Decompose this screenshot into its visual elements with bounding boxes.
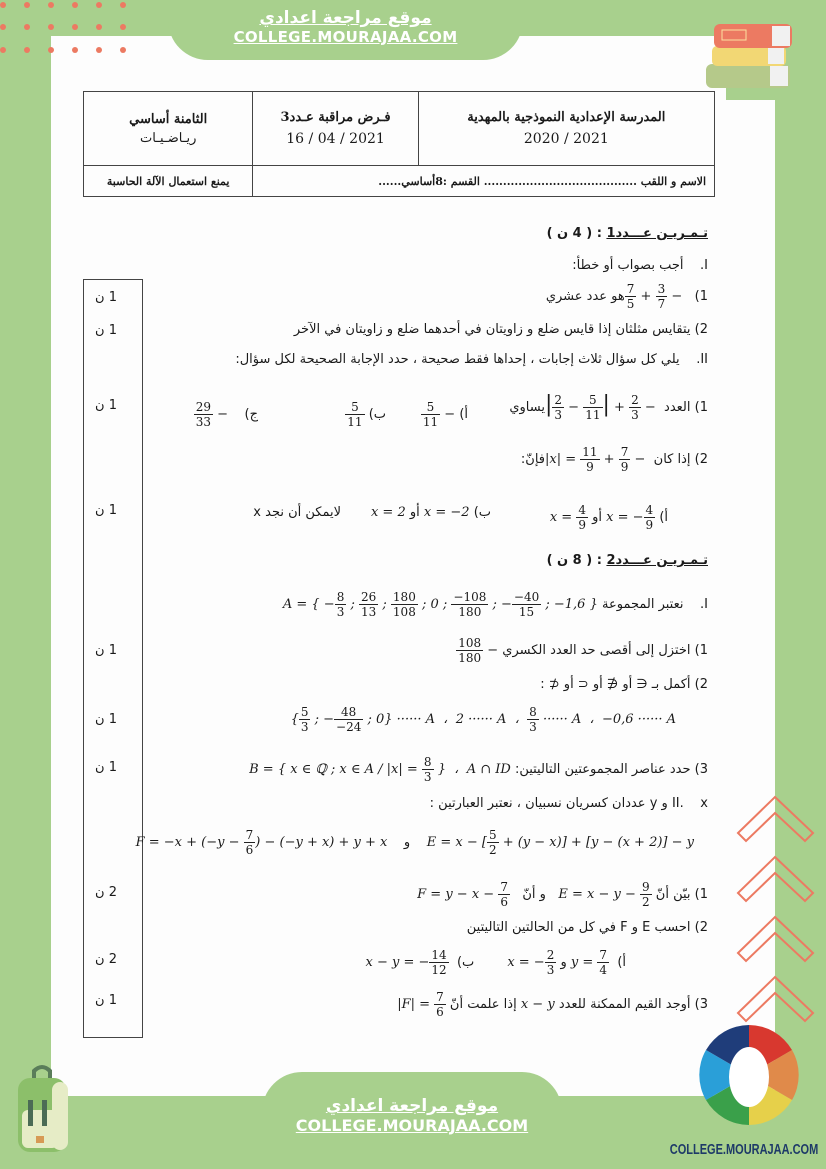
- score-ex1-II-q2: 1 ن: [95, 503, 117, 518]
- site-banner-bottom[interactable]: [262, 1072, 562, 1169]
- banner-title-ar: موقع مراجعة اعدادي: [325, 1096, 499, 1116]
- exercise-2-points: : ( 8 ن ): [546, 553, 602, 568]
- student-name-field[interactable]: الاسم و اللقب ........................................ القسم :8أساسي......: [253, 166, 715, 197]
- exam-title: فـرض مراقبة عـدد3: [280, 110, 391, 125]
- banner-url[interactable]: COLLEGE.MOURAJAA.COM: [233, 28, 458, 46]
- school-name: المدرسة الإعدادية النموذجية بالمهدية: [467, 110, 666, 125]
- ex2-II-q1: 1) بيّن أنّ E = x − y − $\frac{9}{2}$ و أنّ F = y − x − $\frac{7}{6}$: [417, 880, 708, 909]
- ex1-II-q2: 2) إذا كان |x| = $\frac{11}{9}$ + $\frac{7}{9}$ − فإنّ:: [520, 445, 708, 474]
- ex1-part2-instruction: II. يلي كل سؤال ثلاث إجابات ، إحداها فقط صحيحة ، حدد الإجابة الصحيحة لكل سؤال:: [235, 352, 708, 367]
- score-ex2-I-q3: 1 ن: [95, 760, 117, 775]
- banner-url[interactable]: COLLEGE.MOURAJAA.COM: [295, 1116, 529, 1135]
- logo-caption[interactable]: COLLEGE.MOURAJAA.COM: [669, 1142, 819, 1158]
- score-ex2-I-q2: 1 ن: [95, 712, 117, 727]
- ex2-II-q2: 2) احسب E و F في كل من الحالتين التاليتين: [466, 920, 708, 935]
- ex2-II-q2-cases: أ) x = − $\frac{2}{3}$ و y = $\frac{7}{4}$ ب) x − y = − $\frac{14}{12}$: [365, 948, 626, 977]
- ex2-part2-instruction: II. x و y عددان كسريان نسبيان ، نعتبر العبارتين :: [429, 796, 708, 811]
- ex2-I-q1: 1) اختزل إلى أقصى حد العدد الكسري $\frac{108}{180}$ −: [458, 636, 708, 665]
- ex1-II-q1-choice-c[interactable]: ج) $\frac{29}{33}$ −: [195, 400, 258, 429]
- ex1-II-q2-choice-b[interactable]: ب) x = 2 أو x = −2: [370, 505, 491, 520]
- exam-date: 2021 / 04 / 16: [286, 131, 385, 147]
- banner-title-ar: موقع مراجعة اعدادي: [259, 8, 432, 28]
- ex1-I-q1: 1) $\frac{7}{5}$ + $\frac{3}{7}$ − هو عدد عشري: [545, 282, 708, 311]
- subject: ريـاضـيـات: [139, 130, 197, 146]
- subjects-wheel-logo: [697, 1023, 801, 1127]
- score-ex1-I-q1: 1 ن: [95, 290, 117, 305]
- backpack-icon: [12, 1060, 72, 1160]
- chevron-up-decorations: [733, 793, 823, 1043]
- ex2-I-q3: 3) حدد عناصر المجموعتين التاليتين: B = { x ∈ ℚ ; x ∈ A / |x| = $\frac{8}{3}$ } ، A ∩ ID: [249, 755, 708, 784]
- score-ex2-II-q2: 2 ن: [95, 952, 117, 967]
- ex1-I-q1-expression: $\frac{7}{5}$ + $\frac{3}{7}$ −: [626, 282, 687, 311]
- ex2-I-q2-items: { $\frac{5}{3}$ ; − $\frac{48}{-24}$ ; 0} ······ A ، 2 ······ A ، $\frac{8}{3}$ ······ A ، −0,6 ······ A: [290, 705, 676, 734]
- calculator-note: يمنع استعمال الآلة الحاسبة: [84, 166, 253, 197]
- exercise-1-heading: [547, 226, 708, 241]
- exercise-2-heading: [547, 553, 708, 568]
- ex1-II-q2-expression: |x| = $\frac{11}{9}$ + $\frac{7}{9}$ −: [545, 445, 650, 474]
- school-year: 2021 / 2020: [523, 131, 609, 147]
- ex1-part1-instruction: I. أجب بصواب أو خطأ:: [572, 258, 708, 273]
- score-ex2-I-q1: 1 ن: [95, 643, 117, 658]
- ex1-I-q2: 2) يتقايس مثلثان إذا قايس ضلع و زاويتان في أحدهما ضلع و زاويتان في الآخر: [293, 322, 708, 337]
- ex1-II-q1-expression: | $\frac{2}{3}$ − $\frac{5}{11}$ | + $\frac{2}{3}$ −: [544, 392, 660, 422]
- score-ex1-II-q1: 1 ن: [95, 398, 117, 413]
- ex1-II-q1-choice-b[interactable]: ب) $\frac{5}{11}$: [347, 400, 386, 429]
- ex2-I-q2: 2) أكمل بـ ∈ أو ∉ أو ⊂ أو ⊄ :: [540, 677, 708, 692]
- ex1-II-q1: 1) العدد | $\frac{2}{3}$ − $\frac{5}{11}$ | + $\frac{2}{3}$ − يساوي: [509, 392, 708, 422]
- ex1-II-q2-choice-c[interactable]: لايمكن أن نجد x: [253, 505, 341, 520]
- score-ex2-II-q1: 2 ن: [95, 885, 117, 900]
- level: الثامنة أساسي: [129, 111, 208, 127]
- ex1-II-q2-choice-a[interactable]: أ) x = $\frac{4}{9}$ أو x = − $\frac{4}{9}$: [549, 503, 668, 532]
- ex1-II-q1-choice-a[interactable]: أ) $\frac{5}{11}$ −: [422, 400, 468, 429]
- exercise-1-points: : ( 4 ن ): [546, 226, 602, 241]
- ex2-II-q3: 3) أوجد القيم الممكنة للعدد x − y إذا علمت أنّ |F| = $\frac{7}{6}$: [397, 990, 708, 1019]
- ex2-part1-instruction: I. نعتبر المجموعة A = { − $\frac{8}{3}$ ; $\frac{26}{13}$ ; $\frac{180}{108}$ ; 0 ; $\frac{-108}{180}$ ; − $\frac{-40}{15}$ ; −1,6 }: [282, 590, 708, 619]
- exercise-2-title: تـمـريـن عـــدد2: [606, 553, 708, 568]
- exercise-1-title: تـمـريـن عـــدد1: [606, 226, 708, 241]
- score-ex1-I-q2: 1 ن: [95, 323, 117, 338]
- F-expression: F = −x + (−y − $\frac{7}{6}$ ) − (−y + x) + y + x: [135, 828, 388, 857]
- set-A-expression: A = { − $\frac{8}{3}$ ; $\frac{26}{13}$ ; $\frac{180}{108}$ ; 0 ; $\frac{-108}{180}$ ; − $\frac{-40}{15}$ ; −1,6 }: [282, 590, 598, 619]
- ex2-II-expressions: E = x − [ $\frac{5}{2}$ + (y − x)] + [y − (x + 2)] − y و F = −x + (−y − $\frac{7}{6}$ ) − (−y + x) + y + x: [135, 828, 694, 857]
- E-expression: E = x − [ $\frac{5}{2}$ + (y − x)] + [y − (x + 2)] − y: [426, 828, 694, 857]
- score-ex2-II-q3: 1 ن: [95, 993, 117, 1008]
